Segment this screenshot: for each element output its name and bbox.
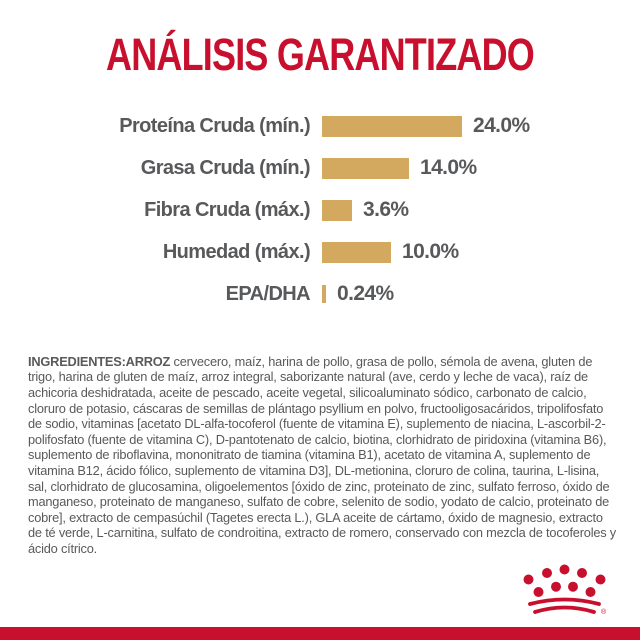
nutrient-value: 0.24% <box>337 282 394 305</box>
nutrient-label: EPA/DHA <box>225 282 310 305</box>
chart-row <box>0 231 640 273</box>
ingredients-body: cervecero, maíz, harina de pollo, grasa de pollo, sémola de avena, gluten de trigo, harina de gluten de maíz, arroz integral, saborizante natural (ave, cerdo y leche de vaca), raíz de achicoria deshidratada, aceite de pescado, aceite vegetal, silicoaluminato sódico, carbonato de calcio, cloruro de potasio, cáscaras de semillas de plántago psyllium en polvo, fructooligosacáridos, tripolifosfato de sodio, vitaminas [acetato DL-alfa-tocoferol (fuente de vitamina E), suplemento de niacina, L-ascorbil-2-polifosfato (fuente de vitamina C), D-pantotenato de calcio, biotina, clorhidrato de piridoxina (vitamina B6), suplemento de riboflavina, mononitrato de tiamina (vitamina B1), acetato de vitamina A, suplemento de vitamina B12, ácido fólico, suplemento de vitamina D3], DL-metionina, cloruro de colina, taurina, L-lisina, sal, clorhidrato de glucosamina, oligoelementos [óxido de zinc, proteinato de zinc, sulfato ferroso, óxido de manganeso, proteinato de manganeso, sulfato de cobre, selenito de sodio, yodato de calcio, proteinato de cobre], extracto de cempasúchil (Tagetes erecta L.), GLA aceite de cártamo, óxido de magnesio, extracto de té verde, L-carnitina, sulfato de condroitina, extracto de romero, conservado con mezcla de tocoferoles y ácido cítrico. <box>28 353 617 556</box>
registered-trademark-symbol: ® <box>601 609 607 614</box>
nutrient-value: 10.0% <box>402 240 459 263</box>
crown-base-arcs <box>530 600 599 613</box>
royal-canin-crown-logo <box>521 562 613 614</box>
nutrient-bar <box>322 158 409 179</box>
guaranteed-analysis-chart <box>0 105 640 315</box>
ingredients-heading: INGREDIENTES:ARROZ <box>28 353 171 369</box>
nutrient-label: Proteína Cruda (mín.) <box>119 114 310 137</box>
nutrient-value: 24.0% <box>473 114 530 137</box>
nutrient-bar <box>322 242 391 263</box>
chart-row <box>0 273 640 315</box>
nutrient-value: 3.6% <box>363 198 409 221</box>
chart-row <box>0 105 640 147</box>
bottom-red-strip <box>0 627 640 640</box>
nutrient-bar <box>322 285 326 303</box>
nutrient-label: Humedad (máx.) <box>162 240 310 263</box>
nutrient-bar <box>322 200 352 221</box>
chart-row <box>0 189 640 231</box>
page-title: ANÁLISIS GARANTIZADO <box>106 29 534 80</box>
ingredients-paragraph <box>28 354 616 557</box>
nutrient-label: Fibra Cruda (máx.) <box>144 198 310 221</box>
nutrient-value: 14.0% <box>420 156 477 179</box>
nutrient-bar <box>322 116 462 137</box>
chart-row <box>0 147 640 189</box>
nutrient-label: Grasa Cruda (mín.) <box>140 156 310 179</box>
crown-dots <box>524 565 606 598</box>
